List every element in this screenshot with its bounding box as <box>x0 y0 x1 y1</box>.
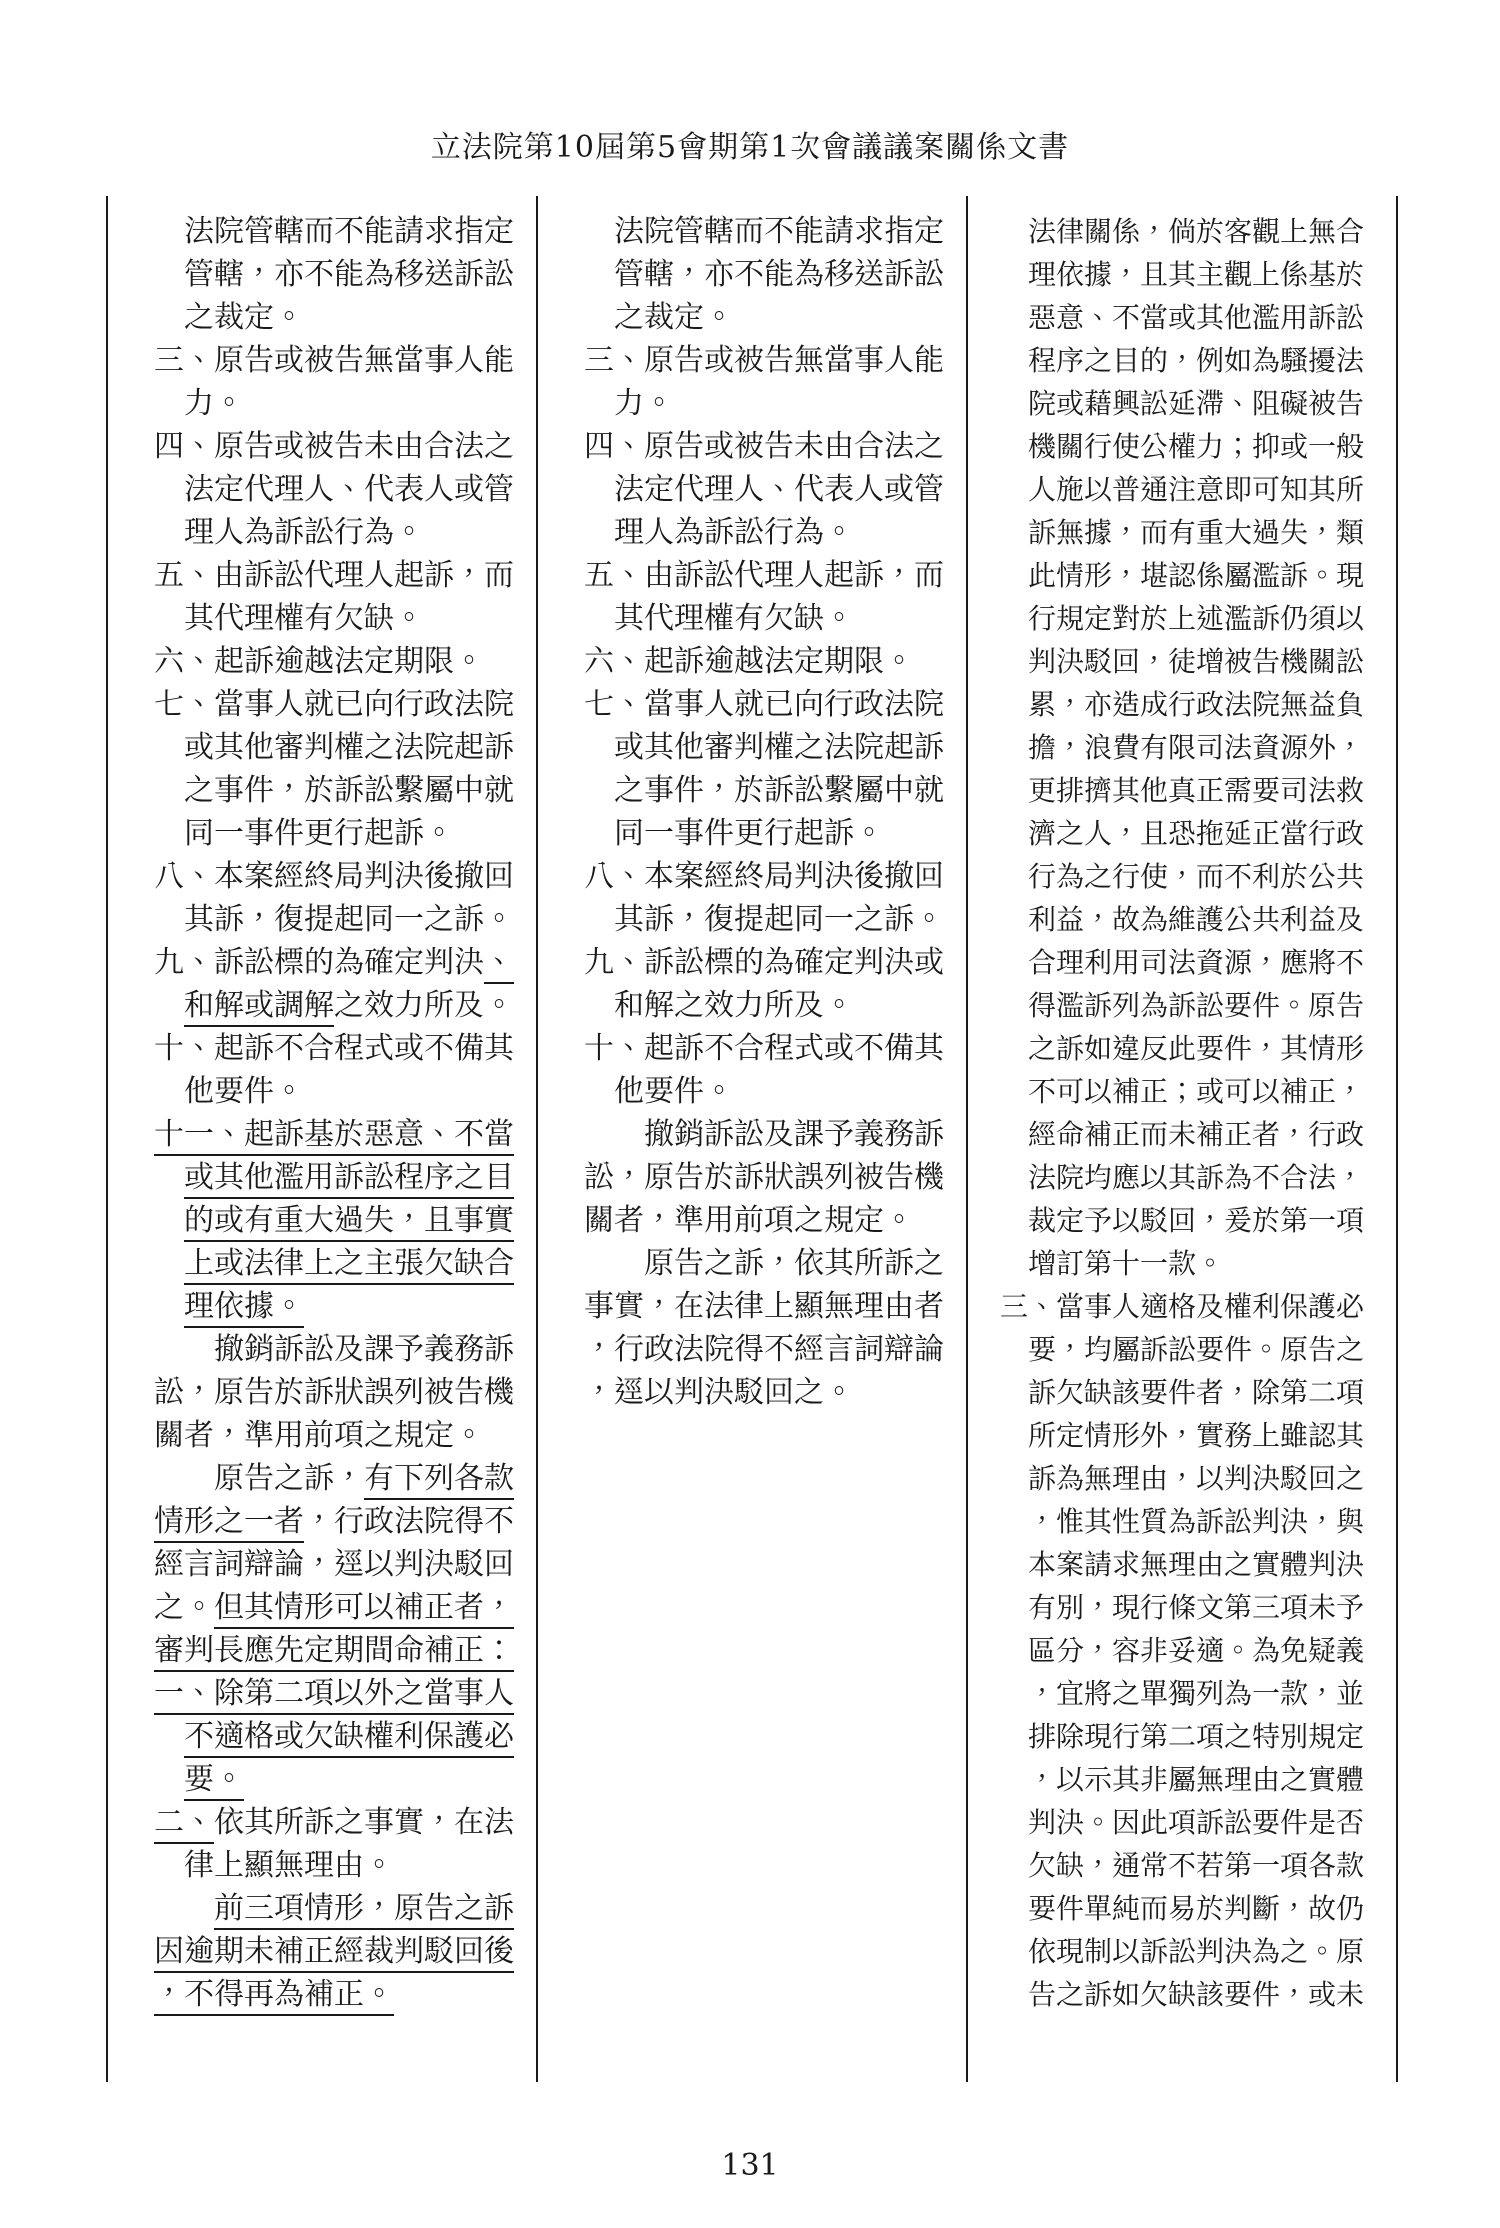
plain-text: 更排擠其他真正需要司法救 <box>1028 774 1365 807</box>
text-line <box>584 597 950 640</box>
plain-text: 機關行使公權力；抑或一般 <box>1028 430 1365 463</box>
underlined-text: 十一、起訴基於惡意、不當 <box>154 1117 514 1156</box>
text-line <box>584 1285 950 1328</box>
text-line <box>584 812 950 855</box>
plain-text: 之效力所及。 <box>334 988 514 1023</box>
text-line <box>1000 1672 1366 1715</box>
plain-text: 訴無據，而有重大過失，類 <box>1028 516 1365 549</box>
plain-text: 三、原告或被告無當事人能 <box>584 343 944 378</box>
text-line <box>154 1199 520 1242</box>
plain-text: 四、原告或被告未由合法之 <box>154 429 514 464</box>
text-line <box>154 1500 520 1543</box>
underlined-text: 有下列各款 <box>364 1461 514 1500</box>
text-line <box>1000 597 1366 640</box>
text-line <box>1000 1758 1366 1801</box>
text-line <box>1000 1156 1366 1199</box>
text-block <box>154 425 520 554</box>
plain-text: 告之訴如欠缺該要件，或未 <box>1028 1978 1365 2011</box>
underlined-text: 要。 <box>184 1762 244 1801</box>
text-line <box>154 1844 520 1887</box>
underlined-text: 但其情形可以補正者， <box>214 1590 514 1629</box>
text-line <box>584 855 950 898</box>
text-line <box>584 382 950 425</box>
text-line <box>154 941 520 984</box>
underlined-text: 一、除第二項以外之當事人 <box>154 1676 514 1715</box>
text-line <box>1000 511 1366 554</box>
plain-text: 十、起訴不合程式或不備其 <box>154 1031 514 1066</box>
plain-text: 七、當事人就已向行政法院 <box>154 687 514 722</box>
plain-text: 關者，準用前項之規定。 <box>584 1203 914 1238</box>
plain-text: 之。 <box>154 1590 214 1625</box>
text-line <box>154 898 520 941</box>
plain-text: 原告之訴，依其所訴之 <box>644 1246 944 1281</box>
text-line <box>584 1156 950 1199</box>
text-line <box>1000 1285 1366 1328</box>
text-line <box>1000 1070 1366 1113</box>
text-line <box>154 253 520 296</box>
plain-text: 法定代理人、代表人或管 <box>614 472 944 507</box>
text-line <box>1000 1199 1366 1242</box>
plain-text: 之事件，於訴訟繫屬中就 <box>184 773 514 808</box>
plain-text: 同一事件更行起訴。 <box>614 816 884 851</box>
plain-text: ，惟其性質為訴訟判決，與 <box>1028 1505 1365 1538</box>
plain-text: 所定情形外，實務上雖認其 <box>1028 1419 1365 1452</box>
text-line <box>584 1371 950 1414</box>
text-line <box>1000 554 1366 597</box>
plain-text: 訴欠缺該要件者，除第二項 <box>1028 1376 1365 1409</box>
text-line <box>1000 1586 1366 1629</box>
plain-text: 九、訴訟標的為確定判決或 <box>584 945 944 980</box>
plain-text: 八、本案經終局判決後撤回 <box>584 859 944 894</box>
plain-text: 累，亦造成行政法院無益負 <box>1028 688 1365 721</box>
text-line <box>154 1930 520 1973</box>
text-line <box>1000 984 1366 1027</box>
text-line <box>1000 1629 1366 1672</box>
plain-text: 不可以補正；或可以補正， <box>1028 1075 1365 1108</box>
text-line <box>584 640 950 683</box>
text-line <box>584 554 950 597</box>
text-line <box>584 1199 950 1242</box>
text-line <box>1000 726 1366 769</box>
plain-text: 和解之效力所及。 <box>614 988 854 1023</box>
comparison-table <box>106 196 1398 2082</box>
plain-text: 行為之行使，而不利於公共 <box>1028 860 1365 893</box>
text-line <box>1000 1027 1366 1070</box>
plain-text: 訴為無理由，以判決駁回之 <box>1028 1462 1365 1495</box>
text-line <box>584 425 950 468</box>
text-line <box>1000 339 1366 382</box>
text-line <box>584 941 950 984</box>
text-line <box>584 898 950 941</box>
text-block <box>584 640 950 683</box>
plain-text: 訟，原告於訴狀誤列被告機 <box>584 1160 944 1195</box>
text-line <box>1000 382 1366 425</box>
plain-text: 濟之人，且恐拖延正當行政 <box>1028 817 1365 850</box>
text-line <box>1000 296 1366 339</box>
underlined-text: 理依據。 <box>184 1289 304 1328</box>
underlined-text: 因逾期未補正經裁判駁回後 <box>154 1934 514 1973</box>
plain-text: 力。 <box>184 386 244 421</box>
text-line <box>154 812 520 855</box>
plain-text: 依其所訴之事實，在法 <box>214 1805 514 1840</box>
plain-text: 要，均屬訴訟要件。原告之 <box>1028 1333 1365 1366</box>
text-line <box>1000 1543 1366 1586</box>
plain-text: 理人為訴訟行為。 <box>614 515 854 550</box>
plain-text: 其代理權有欠缺。 <box>614 601 854 636</box>
plain-text: 律上顯無理由。 <box>184 1848 394 1883</box>
plain-text: 之裁定。 <box>614 300 734 335</box>
text-line <box>584 769 950 812</box>
text-line <box>584 683 950 726</box>
plain-text: 有別，現行條文第三項未予 <box>1028 1591 1365 1624</box>
text-line <box>154 1758 520 1801</box>
plain-text: ，行政法院得不經言詞辯論 <box>584 1332 944 1367</box>
text-line <box>154 296 520 339</box>
plain-text: 欠缺，通常不若第一項各款 <box>1028 1849 1365 1882</box>
plain-text: 利益，故為維護公共利益及 <box>1028 903 1365 936</box>
text-line <box>584 253 950 296</box>
plain-text: 理人為訴訟行為。 <box>184 515 424 550</box>
text-line <box>1000 1715 1366 1758</box>
underlined-text: 審判長應先定期間命補正： <box>154 1633 514 1672</box>
plain-text: 撤銷訴訟及課予義務訴 <box>214 1332 514 1367</box>
text-line <box>1000 941 1366 984</box>
text-line <box>1000 1973 1366 2016</box>
plain-text: 或其他審判權之法院起訴 <box>614 730 944 765</box>
text-block <box>154 1328 520 1457</box>
plain-text: 擔，浪費有限司法資源外， <box>1028 731 1365 764</box>
document-header: 立法院第10屆第5會期第1次會議議案關係文書 <box>430 130 1070 165</box>
plain-text: 六、起訴逾越法定期限。 <box>154 644 484 679</box>
right-column <box>966 196 1396 2082</box>
plain-text: 其訴，復提起同一之訴。 <box>184 902 514 937</box>
text-block <box>154 1113 520 1328</box>
text-line <box>154 1027 520 1070</box>
text-line <box>154 1629 520 1672</box>
plain-text: 本案請求無理由之實體判決 <box>1028 1548 1365 1581</box>
plain-text: 管轄，亦不能為移送訴訟 <box>614 257 944 292</box>
text-line <box>154 1242 520 1285</box>
text-line <box>154 1371 520 1414</box>
plain-text: 事實，在法律上顯無理由者 <box>584 1289 944 1324</box>
text-line <box>584 468 950 511</box>
plain-text: ，行政法院得不 <box>304 1504 514 1539</box>
plain-text: 力。 <box>614 386 674 421</box>
plain-text: 管轄，亦不能為移送訴訟 <box>184 257 514 292</box>
text-line <box>1000 1930 1366 1973</box>
text-line <box>1000 855 1366 898</box>
text-line <box>154 1457 520 1500</box>
plain-text: 法院均應以其訴為不合法， <box>1028 1161 1365 1194</box>
plain-text: 三、原告或被告無當事人能 <box>154 343 514 378</box>
text-block <box>584 425 950 554</box>
plain-text: ，以示其非屬無理由之實體 <box>1028 1763 1365 1796</box>
text-line <box>1000 1328 1366 1371</box>
plain-text: 要件單純而易於判斷，故仍 <box>1028 1892 1365 1925</box>
plain-text: ，逕以判決駁回之。 <box>584 1375 854 1410</box>
text-block <box>584 1242 950 1414</box>
text-line <box>584 1027 950 1070</box>
text-line <box>1000 683 1366 726</box>
text-line <box>154 210 520 253</box>
plain-text: 九、訴訟標的為確定判決 <box>154 945 484 980</box>
plain-text: 他要件。 <box>184 1074 304 1109</box>
plain-text: 十、起訴不合程式或不備其 <box>584 1031 944 1066</box>
text-block <box>584 683 950 855</box>
underlined-text: 二、 <box>154 1805 214 1844</box>
plain-text: 四、原告或被告未由合法之 <box>584 429 944 464</box>
text-line <box>154 984 520 1027</box>
underlined-text: 的或有重大過失，且事實 <box>184 1203 514 1242</box>
plain-text: 判決。因此項訴訟要件是否 <box>1028 1806 1365 1839</box>
plain-text: 其訴，復提起同一之訴。 <box>614 902 944 937</box>
underlined-text: 、 <box>484 945 514 984</box>
text-line <box>1000 640 1366 683</box>
text-line <box>154 1328 520 1371</box>
text-line <box>154 382 520 425</box>
plain-text: 五、由訴訟代理人起訴，而 <box>584 558 944 593</box>
text-block <box>584 1113 950 1242</box>
text-line <box>1000 1371 1366 1414</box>
text-block <box>154 1801 520 1887</box>
plain-text: 程序之目的，例如為騷擾法 <box>1028 344 1365 377</box>
plain-text: 五、由訴訟代理人起訴，而 <box>154 558 514 593</box>
plain-text: 三、當事人適格及權利保護必 <box>1000 1290 1365 1323</box>
text-line <box>1000 769 1366 812</box>
underlined-text: 情形之一者 <box>154 1504 304 1543</box>
plain-text: 得濫訴列為訴訟要件。原告 <box>1028 989 1365 1022</box>
text-line <box>1000 1414 1366 1457</box>
underlined-text: 上或法律上之主張欠缺合 <box>184 1246 514 1285</box>
plain-text: 增訂第十一款。 <box>1028 1247 1225 1280</box>
underlined-text: ，不得再為補正。 <box>154 1977 394 2016</box>
text-line <box>154 425 520 468</box>
plain-text: 法院管轄而不能請求指定 <box>614 214 944 249</box>
plain-text: 依現制以訴訟判決為之。原 <box>1028 1935 1365 1968</box>
underlined-text: 前三項情形，原告之訴 <box>214 1891 514 1930</box>
text-line <box>584 339 950 382</box>
text-line <box>154 554 520 597</box>
middle-column <box>536 196 966 2082</box>
text-line <box>154 339 520 382</box>
plain-text: 同一事件更行起訴。 <box>184 816 454 851</box>
text-block <box>584 339 950 425</box>
text-line <box>154 1414 520 1457</box>
underlined-text: 或其他濫用訴訟程序之目 <box>184 1160 514 1199</box>
plain-text: 七、當事人就已向行政法院 <box>584 687 944 722</box>
text-line <box>1000 1113 1366 1156</box>
plain-text: 裁定予以駁回，爰於第一項 <box>1028 1204 1365 1237</box>
plain-text: 原告之訴， <box>214 1461 364 1496</box>
plain-text: 法院管轄而不能請求指定 <box>184 214 514 249</box>
text-block <box>1000 210 1366 1285</box>
plain-text: 之事件，於訴訟繫屬中就 <box>614 773 944 808</box>
plain-text: 區分，容非妥適。為免疑義 <box>1028 1634 1365 1667</box>
text-block <box>584 855 950 941</box>
text-line <box>154 1887 520 1930</box>
text-block <box>154 941 520 1027</box>
text-line <box>1000 898 1366 941</box>
page-number: 131 <box>721 2148 779 2183</box>
text-line <box>584 511 950 554</box>
plain-text: 關者，準用前項之規定。 <box>154 1418 484 1453</box>
plain-text: 行規定對於上述濫訴仍須以 <box>1028 602 1365 635</box>
text-line <box>1000 468 1366 511</box>
text-line <box>584 1113 950 1156</box>
text-line <box>584 1242 950 1285</box>
text-line <box>154 1973 520 2016</box>
plain-text: 經命補正而未補正者，行政 <box>1028 1118 1365 1151</box>
text-line <box>154 1156 520 1199</box>
text-line <box>154 683 520 726</box>
text-line <box>1000 425 1366 468</box>
text-line <box>154 1543 520 1586</box>
plain-text: 或其他審判權之法院起訴 <box>184 730 514 765</box>
plain-text: 其代理權有欠缺。 <box>184 601 424 636</box>
text-line <box>154 1113 520 1156</box>
text-line <box>1000 253 1366 296</box>
text-line <box>154 726 520 769</box>
text-line <box>154 468 520 511</box>
text-line <box>154 1586 520 1629</box>
text-line <box>1000 1844 1366 1887</box>
text-line <box>154 511 520 554</box>
text-block <box>154 855 520 941</box>
plain-text: 他要件。 <box>614 1074 734 1109</box>
text-block <box>154 683 520 855</box>
text-line <box>154 597 520 640</box>
plain-text: 此情形，堪認係屬濫訴。現 <box>1028 559 1365 592</box>
text-line <box>1000 1457 1366 1500</box>
text-block <box>154 210 520 339</box>
text-block <box>584 1027 950 1113</box>
text-line <box>1000 1887 1366 1930</box>
text-line <box>154 855 520 898</box>
plain-text: 法律關係，倘於客觀上無合 <box>1028 215 1365 248</box>
plain-text: 排除現行第二項之特別規定 <box>1028 1720 1365 1753</box>
text-line <box>154 1672 520 1715</box>
text-block <box>584 941 950 1027</box>
plain-text: 法定代理人、代表人或管 <box>184 472 514 507</box>
left-column <box>108 196 536 2082</box>
plain-text: 判決駁回，徒增被告機關訟 <box>1028 645 1365 678</box>
underlined-text: 不適格或欠缺權利保護必 <box>184 1719 514 1758</box>
text-block <box>584 554 950 640</box>
text-line <box>1000 1801 1366 1844</box>
plain-text: 合理利用司法資源，應將不 <box>1028 946 1365 979</box>
text-line <box>1000 1500 1366 1543</box>
text-line <box>1000 812 1366 855</box>
plain-text: 理依據，且其主觀上係基於 <box>1028 258 1365 291</box>
text-block <box>154 339 520 425</box>
plain-text: 院或藉興訟延滯、阻礙被告 <box>1028 387 1365 420</box>
plain-text: 人施以普通注意即可知其所 <box>1028 473 1365 506</box>
text-line <box>584 1070 950 1113</box>
plain-text: ，宜將之單獨列為一款，並 <box>1028 1677 1365 1710</box>
text-block <box>154 1457 520 1672</box>
text-block <box>154 1887 520 2016</box>
text-block <box>154 1672 520 1801</box>
text-line <box>154 1801 520 1844</box>
text-block <box>584 210 950 339</box>
plain-text: 之訴如違反此要件，其情形 <box>1028 1032 1365 1065</box>
text-line <box>584 1328 950 1371</box>
text-line <box>584 984 950 1027</box>
text-line <box>154 1070 520 1113</box>
plain-text: 經言詞辯論，逕以判決駁回 <box>154 1547 514 1582</box>
text-block <box>1000 1285 1366 2016</box>
plain-text: 六、起訴逾越法定期限。 <box>584 644 914 679</box>
plain-text: 訟，原告於訴狀誤列被告機 <box>154 1375 514 1410</box>
text-line <box>1000 1242 1366 1285</box>
text-line <box>584 210 950 253</box>
plain-text: 之裁定。 <box>184 300 304 335</box>
text-line <box>1000 210 1366 253</box>
plain-text: 八、本案經終局判決後撤回 <box>154 859 514 894</box>
underlined-text: 和解或調解 <box>184 988 334 1027</box>
plain-text: 惡意、不當或其他濫用訴訟 <box>1028 301 1365 334</box>
text-block <box>154 554 520 640</box>
text-block <box>154 1027 520 1113</box>
text-line <box>154 769 520 812</box>
text-line <box>584 726 950 769</box>
text-line <box>154 1715 520 1758</box>
text-line <box>154 1285 520 1328</box>
plain-text: 撤銷訴訟及課予義務訴 <box>644 1117 944 1152</box>
text-block <box>154 640 520 683</box>
text-line <box>154 640 520 683</box>
text-line <box>584 296 950 339</box>
